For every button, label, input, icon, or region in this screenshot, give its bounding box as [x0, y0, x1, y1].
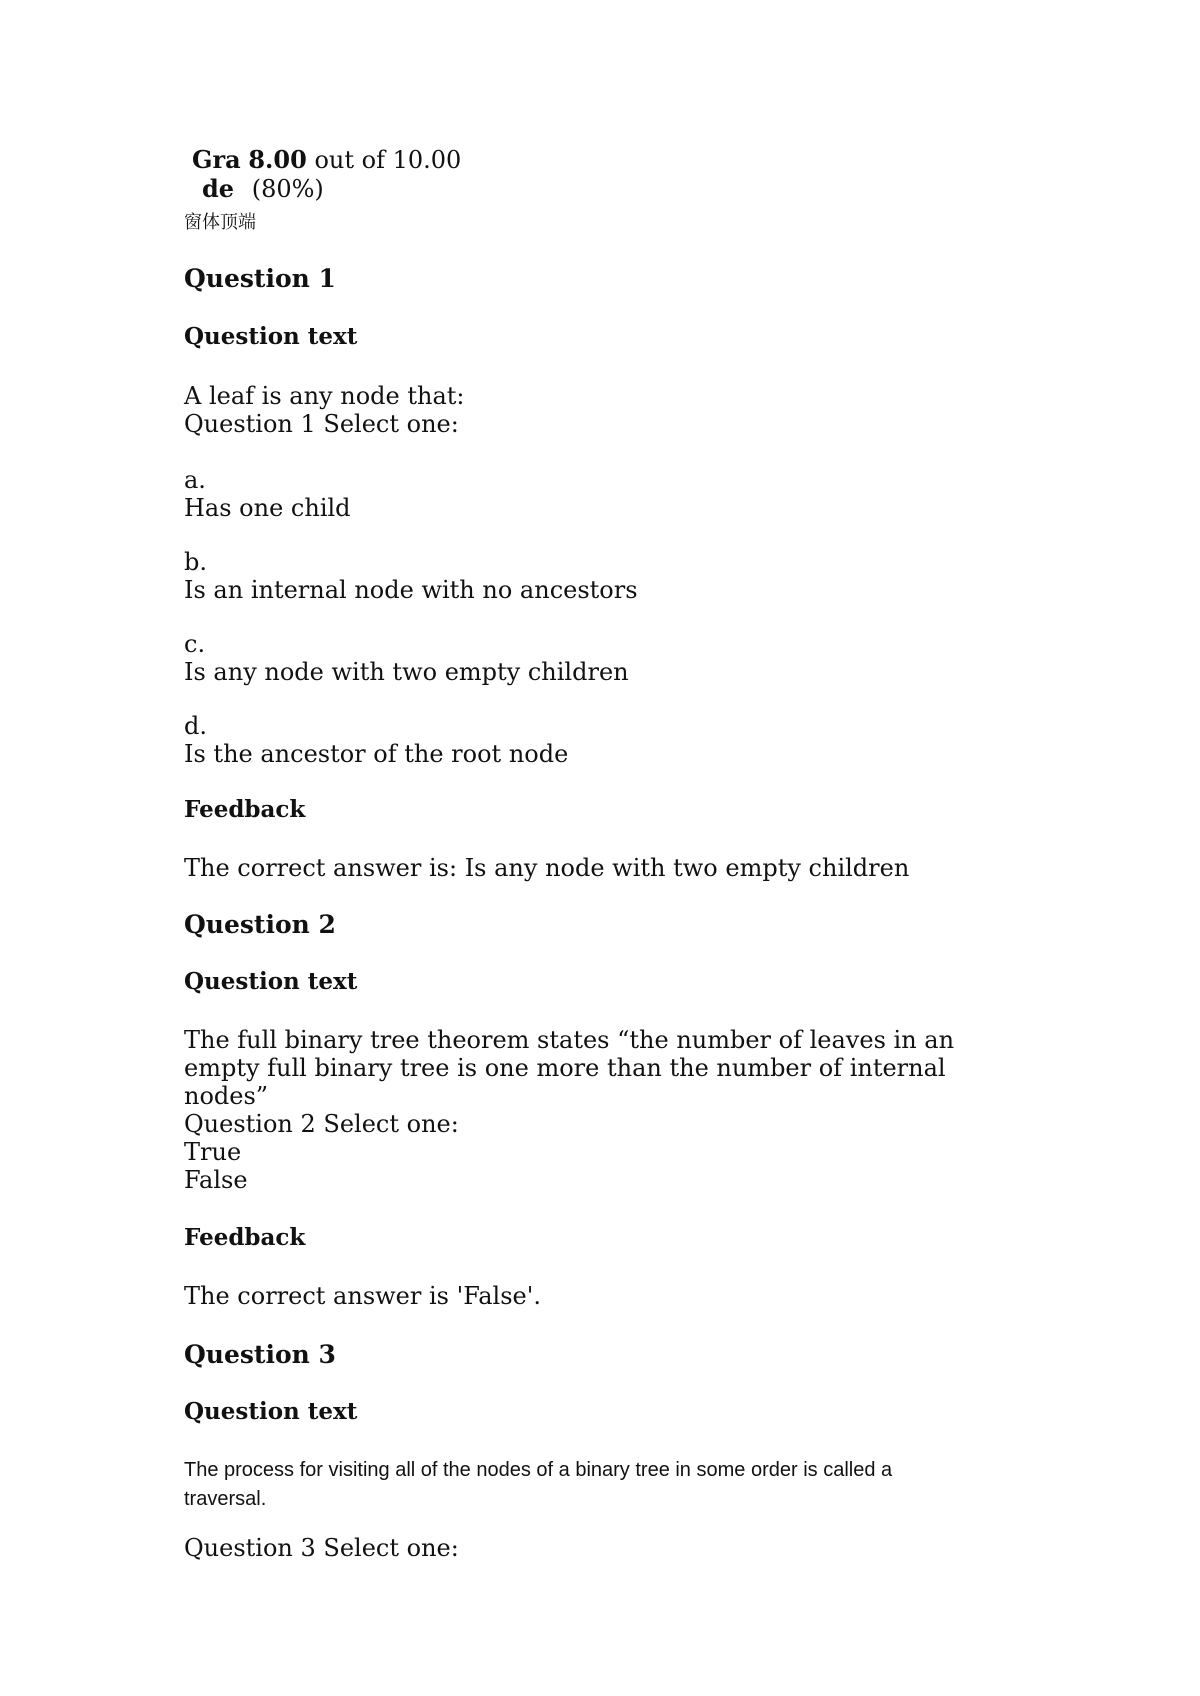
question-3-text-line1: The process for visiting all of the nodes of a binary tree in some order is called a — [184, 1459, 893, 1481]
grade-out-of: out of 10.00 — [314, 146, 462, 174]
question-1-option-a-letter: a. — [184, 466, 206, 494]
question-1-title: Question 1 — [184, 264, 336, 293]
question-1-option-d-letter: d. — [184, 712, 207, 740]
form-top-marker: 窗体顶端 — [184, 212, 256, 233]
question-1-option-c-letter: c. — [184, 630, 206, 658]
question-2-prompt: Question 2 Select one: — [184, 1110, 459, 1138]
question-2-option-false[interactable]: False — [184, 1166, 248, 1194]
grade-block-line2 — [202, 175, 324, 203]
question-3-text-line2: traversal. — [184, 1488, 267, 1510]
question-2-feedback: The correct answer is 'False'. — [184, 1282, 541, 1310]
question-1-text: A leaf is any node that: — [184, 382, 465, 410]
question-1-prompt: Question 1 Select one: — [184, 410, 459, 438]
question-1-feedback: The correct answer is: Is any node with two empty children — [184, 854, 910, 882]
question-2-option-true[interactable]: True — [184, 1138, 242, 1166]
grade-percent: (80%) — [251, 175, 324, 203]
question-2-title: Question 2 — [184, 910, 336, 939]
question-3-text-heading: Question text — [184, 1398, 358, 1425]
question-1-option-b-letter: b. — [184, 548, 207, 576]
question-2-text-heading: Question text — [184, 968, 358, 995]
question-1-text-heading: Question text — [184, 323, 358, 350]
question-2-text-line2: empty full binary tree is one more than the number of internal — [184, 1054, 946, 1082]
question-2-text-line1: The full binary tree theorem states “the number of leaves in an — [184, 1026, 955, 1054]
question-3-title: Question 3 — [184, 1340, 336, 1369]
question-2-feedback-heading: Feedback — [184, 1224, 306, 1251]
grade-block — [192, 146, 461, 174]
grade-label-part1: Gra — [192, 145, 241, 174]
question-1-option-b-text[interactable]: Is an internal node with no ancestors — [184, 576, 638, 604]
question-1-option-c-text[interactable]: Is any node with two empty children — [184, 658, 629, 686]
grade-label-part2: de — [202, 174, 235, 203]
question-1-option-a-text[interactable]: Has one child — [184, 494, 351, 522]
question-1-option-d-text[interactable]: Is the ancestor of the root node — [184, 740, 569, 768]
grade-score: 8.00 — [248, 145, 307, 174]
question-2-text-line3: nodes” — [184, 1082, 269, 1110]
question-3-prompt: Question 3 Select one: — [184, 1534, 459, 1562]
question-1-feedback-heading: Feedback — [184, 796, 306, 823]
